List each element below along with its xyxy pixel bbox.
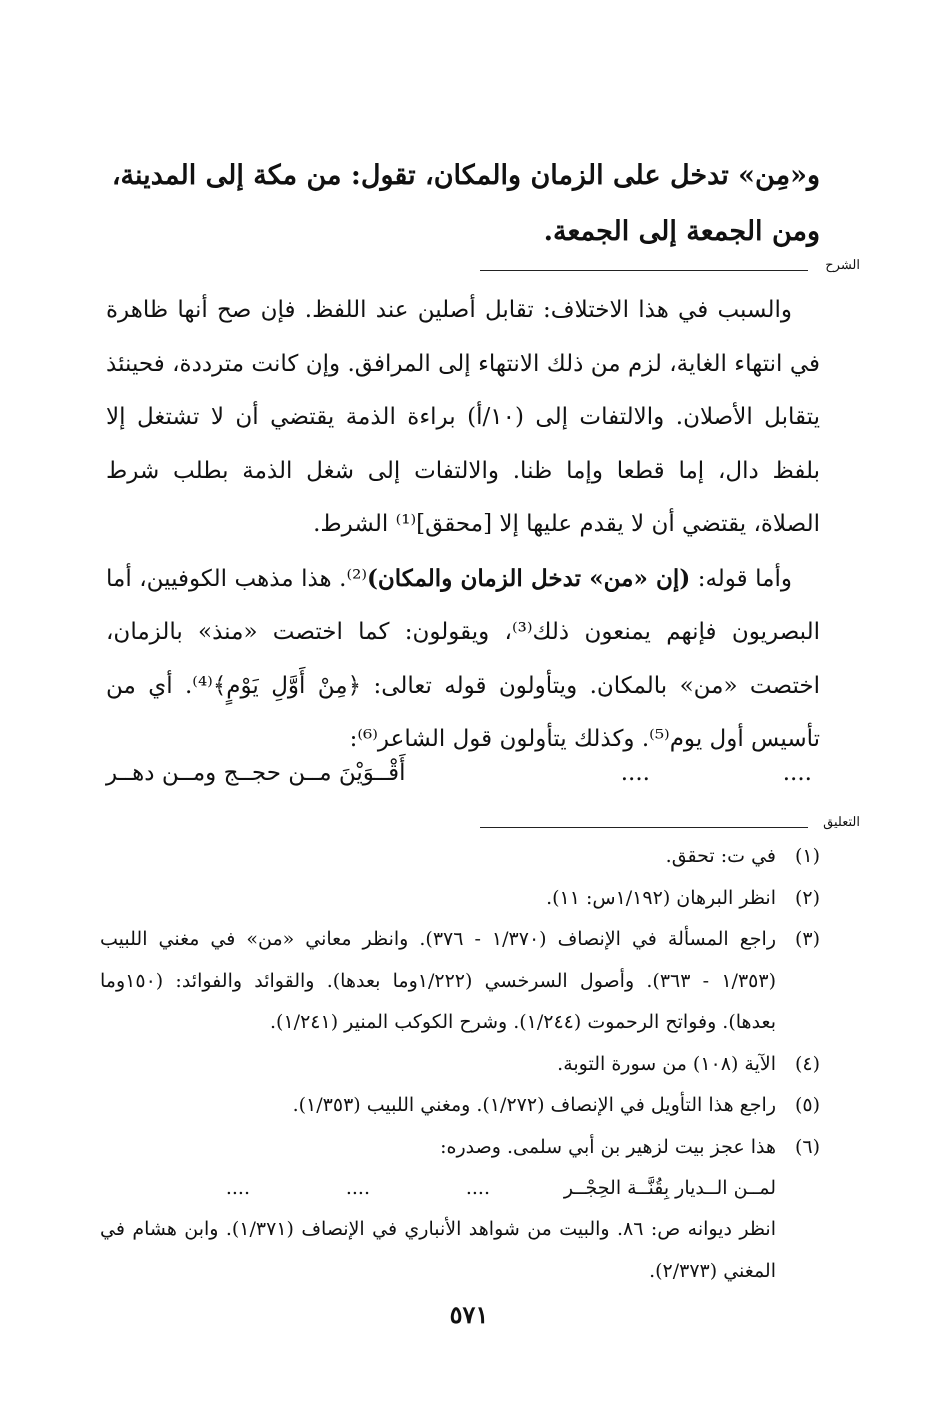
footnote-number: (٤) — [794, 1052, 820, 1075]
verse-dots-middle: .... — [620, 760, 650, 786]
footnotes-rule-line — [480, 827, 808, 828]
footnote-text: انظر البرهان (١/١٩٢س: ١١). — [546, 886, 776, 909]
footnote-number: (٢) — [794, 886, 820, 909]
footnote-number: (١) — [794, 845, 820, 867]
footnote-verse-text: لمــن الــديار بِقُنَّــة الحِجْــر — [563, 1177, 776, 1199]
verse-text: أَقْــوَيْنَ مــن حجــج ومــن دهــر — [106, 760, 406, 786]
commentary-paragraph-1: والسبب في هذا الاختلاف: تقابل أصلين عند اللفظ. فإن صح أنها ظاهرة في انتهاء الغاية، لزم من ذلك الانتهاء إلى المرافق. وإن كانت مترددة، فحينئذ يتقابل الأصلان. والالتفات إلى (١٠/أ) براءة الذمة يقتضي أن لا تشتغل إلا بلفظ دال، إما قطعا وإما ظنا. والالتفات إلى شغل الذمة بطلب شرط الصلاة، يقتضي أن لا يقدم عليها إلا [محقق]⁽¹⁾ الشرط. — [106, 297, 820, 537]
footnote-verse-dots-2: .... — [345, 1177, 370, 1199]
main-text — [110, 148, 820, 260]
footnote — [100, 878, 820, 920]
page-number: ٥٧١ — [449, 1300, 489, 1329]
main-text-line-1: و«مِن» تدخل على الزمان والمكان، تقول: من مكة إلى المدينة، — [111, 160, 820, 191]
footnote-continuation-text: انظر ديوانه ص: ٨٦. والبيت من شواهد الأنباري في الإنصاف (١/٣٧١). وابن هشام في المغني (٢/٣٧٣). — [100, 1218, 776, 1282]
footnote — [100, 1085, 820, 1127]
footnote-text: راجع المسألة في الإنصاف (١/٣٧٠ - ٣٧٦). وانظر معاني «من» في مغني اللبيب (١/٣٥٣ - ٣٦٣). وأصول السرخسي (١/٢٢٢وما بعدها). والقوائد والفوائد: (١٥٠وما بعدها). وفواتح الرحموت (١/٢٤٤). وشرح الكوكب المنير (١/٢٤١). — [100, 928, 776, 1033]
footnote-verse-dots-3: .... — [225, 1177, 250, 1199]
footnote-text: راجع هذا التأويل في الإنصاف (١/٢٧٢). ومغني اللبيب (١/٣٥٣). — [292, 1094, 776, 1116]
footnote-number: (٥) — [794, 1094, 820, 1116]
footnotes-divider — [480, 815, 860, 835]
commentary-label: الشرح — [825, 258, 860, 273]
commentary-paragraph-2 — [106, 552, 820, 767]
footnote — [100, 836, 820, 878]
footnotes — [100, 836, 820, 1292]
poetry-verse — [106, 748, 820, 798]
footnote-number: (٦) — [794, 1135, 820, 1158]
footnote — [100, 919, 820, 1044]
commentary-divider — [480, 258, 860, 278]
footnote-continuation — [100, 1209, 820, 1292]
quoted-phrase: (إن «من» تدخل الزمان والمكان) — [367, 564, 691, 592]
verse-dots-right: .... — [782, 760, 812, 786]
commentary-paragraph-2-rest: ⁽²⁾. هذا مذهب الكوفيين، أما البصريون فإنهم يمنعون ذلك⁽³⁾، ويقولون: كما اختصت «منذ» بالزمان، اختصت «من» بالمكان. ويتأولون قوله تعالى: ﴿مِنْ أَوَّلِ يَوْمٍ﴾⁽⁴⁾. أي من تأسيس أول يوم⁽⁵⁾. وكذلك يتأولون قول الشاعر⁽⁶⁾: — [106, 565, 820, 752]
footnote — [100, 1127, 820, 1169]
commentary-text — [106, 284, 820, 767]
footnotes-label: التعليق — [823, 815, 860, 830]
footnote-verse-dots-1: .... — [465, 1177, 490, 1199]
footnote — [100, 1044, 820, 1086]
footnote-verse — [100, 1168, 820, 1209]
footnote-number: (٣) — [794, 928, 820, 950]
main-text-line-2: ومن الجمعة إلى الجمعة. — [543, 216, 820, 247]
footnote-text: في ت: تحقق. — [665, 845, 776, 867]
footnote-text: الآية (١٠٨) من سورة التوبة. — [557, 1052, 776, 1075]
commentary-rule-line — [480, 270, 808, 271]
footnote-text: هذا عجز بيت لزهير بن أبي سلمى. وصدره: — [440, 1135, 776, 1158]
commentary-paragraph-2-intro: وأما قوله: — [690, 565, 792, 592]
